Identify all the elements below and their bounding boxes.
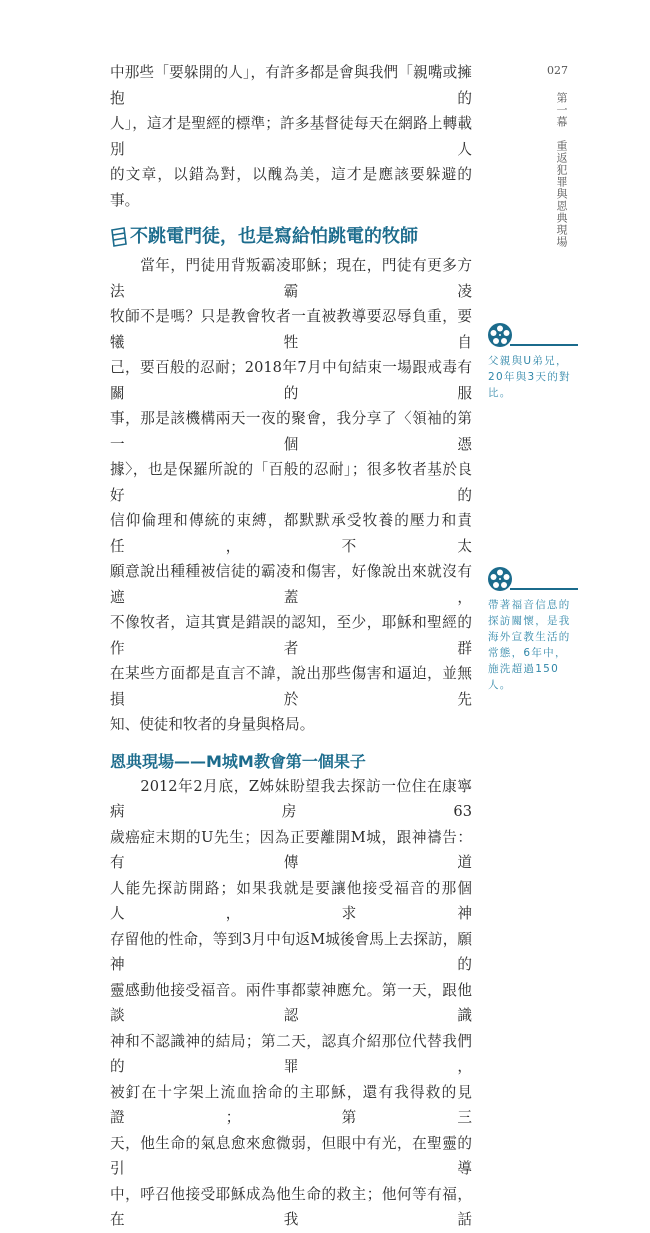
text-line: 靈感動他接受福音。兩件事都蒙神應允。第一天，跟他談認識	[110, 981, 472, 1024]
page-number: 027	[547, 64, 568, 77]
section-heading-1	[110, 225, 472, 249]
divider	[510, 344, 578, 346]
film-strip-icon	[110, 227, 128, 247]
section2-paragraph	[110, 774, 472, 1233]
text-line: 天，他生命的氣息愈來愈微弱，但眼中有光，在聖靈的引導	[110, 1134, 472, 1177]
text-line: 2012年2月底，Z姊妹盼望我去探訪一位住在康寧病房63	[110, 777, 472, 820]
film-reel-icon	[488, 567, 512, 595]
sidenote-text: 父親與U弟兄，20年與3天的對比。	[488, 355, 571, 399]
text-line: 的文章，以錯為對，以醜為美，這才是應該要躲避的事。	[110, 166, 472, 209]
film-reel-icon	[488, 323, 512, 351]
intro-paragraph	[110, 60, 472, 213]
text-line: 不像牧者，這其實是錯誤的認知，至少，耶穌和聖經的作者群	[110, 614, 472, 657]
running-head-title: 重返犯罪與恩典現場	[555, 140, 568, 248]
text-line: 己，要百般的忍耐；2018年7月中旬結束一場跟戒毒有關的服	[110, 359, 472, 402]
text-line: 當年，門徒用背叛霸凌耶穌；現在，門徒有更多方法霸凌	[110, 257, 472, 300]
text-line: 中那些「要躲開的人」，有許多都是會與我們「親嘴或擁抱的	[110, 64, 472, 107]
text-line: 牧師不是嗎？只是教會牧者一直被教導要忍辱負重，要犧牲自	[110, 308, 472, 351]
text-line: 存留他的性命，等到3月中旬返M城後會馬上去探訪，願神的	[110, 930, 472, 973]
main-text-column	[110, 60, 472, 1233]
text-line: 信仰倫理和傳統的束縛，都默默承受牧養的壓力和責任，不太	[110, 512, 472, 555]
text-line: 在某些方面都是直言不諱，說出那些傷害和逼迫，並無損於先	[110, 665, 472, 708]
section-heading-2: 恩典現場——M城M教會第一個果子	[110, 751, 366, 771]
text-line: 人能先探訪開路；如果我就是要讓他接受福音的那個人，求神	[110, 879, 472, 922]
text-line: 據〉，也是保羅所說的「百般的忍耐」；很多牧者基於良好的	[110, 461, 472, 504]
section1-paragraph	[110, 253, 472, 738]
text-line: 歲癌症末期的U先生；因為正要離開M城，跟神禱告：有傳道	[110, 828, 472, 871]
divider	[510, 588, 578, 590]
text-line: 人」，這才是聖經的標準；許多基督徒每天在網路上轉載別人	[110, 115, 472, 158]
text-line: 知、使徒和牧者的身量與格局。	[110, 716, 315, 733]
text-line: 中，呼召他接受耶穌成為他生命的救主；他何等有福，在我話	[110, 1185, 472, 1228]
text-line: 願意說出種種被信徒的霸凌和傷害，好像說出來就沒有遮蓋，	[110, 563, 472, 606]
sidenote-text: 帶著福音信息的探訪關懷，是我海外宣教生活的常態，6年中，施洗超過150人。	[488, 599, 571, 691]
text-line: 事，那是該機構兩天一夜的聚會，我分享了〈領袖的第一個憑	[110, 410, 472, 453]
text-line: 被釘在十字架上流血捨命的主耶穌，還有我得救的見證；第三	[110, 1083, 472, 1126]
running-head-part: 第一幕	[555, 92, 568, 128]
section-heading-1-text: 不跳電門徒，也是寫給怕跳電的牧師	[130, 226, 418, 247]
text-line: 神和不認識神的結局；第二天，認真介紹那位代替我們的罪，	[110, 1032, 472, 1075]
